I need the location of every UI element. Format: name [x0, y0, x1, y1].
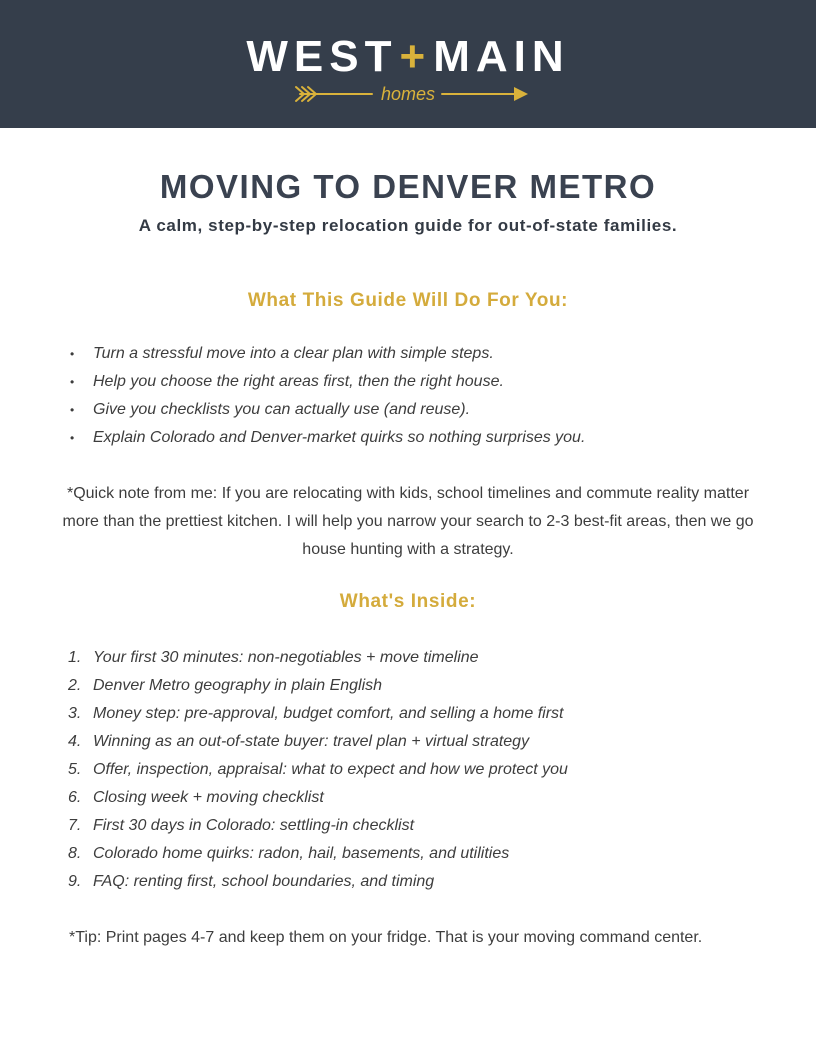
item-text: Denver Metro geography in plain English: [93, 677, 383, 694]
bullet-icon: •: [70, 431, 75, 445]
item-text: FAQ: renting first, school boundaries, and timing: [93, 873, 435, 890]
benefits-heading: What This Guide Will Do For You:: [247, 290, 569, 311]
bullet-icon: •: [70, 347, 75, 361]
list-item: [68, 812, 768, 840]
item-number: 4.: [68, 733, 82, 750]
tip-note: *Tip: Print pages 4-7 and keep them on your fridge. That is your moving command center.: [69, 929, 703, 946]
brand-logo: [0, 32, 816, 82]
list-item: [68, 784, 768, 812]
item-number: 9.: [68, 873, 82, 890]
benefit-text: Explain Colorado and Denver-market quirks so nothing surprises you.: [93, 429, 586, 446]
item-number: 1.: [68, 649, 82, 666]
list-item: [68, 396, 768, 424]
list-item: [68, 700, 768, 728]
benefit-text: Turn a stressful move into a clear plan with simple steps.: [93, 345, 494, 362]
item-number: 7.: [68, 817, 82, 834]
bullet-icon: •: [70, 403, 75, 417]
quick-note: *Quick note from me: If you are relocating with kids, school timelines and commute reality matter more than the prettiest kitchen. I will help you narrow your search to 2-3 best-fit areas, then we go house hunting with a strategy.: [62, 485, 754, 558]
list-item: [68, 840, 768, 868]
list-item: [68, 340, 768, 368]
item-text: Money step: pre-approval, budget comfort, and selling a home first: [93, 705, 564, 722]
item-text: Your first 30 minutes: non-negotiables + move timeline: [93, 649, 479, 666]
item-text: First 30 days in Colorado: settling-in checklist: [93, 817, 415, 834]
item-number: 5.: [68, 761, 82, 778]
list-item: [68, 756, 768, 784]
brand-plus: +: [399, 32, 432, 81]
contents-heading: What's Inside:: [339, 591, 477, 612]
item-number: 8.: [68, 845, 82, 862]
list-item: [68, 424, 768, 452]
list-item: [68, 868, 768, 896]
item-number: 3.: [68, 705, 82, 722]
page-subtitle: A calm, step-by-step relocation guide for out-of-state families.: [138, 216, 678, 235]
item-text: Winning as an out-of-state buyer: travel plan + virtual strategy: [93, 733, 530, 750]
contents-list: [68, 644, 768, 896]
list-item: [68, 728, 768, 756]
item-number: 2.: [68, 677, 82, 694]
page-title: MOVING TO DENVER METRO: [159, 168, 657, 205]
item-text: Offer, inspection, appraisal: what to expect and how we protect you: [93, 761, 568, 778]
benefits-list: [68, 340, 768, 452]
item-text: Closing week + moving checklist: [93, 789, 324, 806]
header-banner: [0, 0, 816, 128]
brand-word-right: MAIN: [433, 32, 570, 81]
brand-sub: homes: [380, 84, 436, 104]
item-number: 6.: [68, 789, 82, 806]
benefit-text: Give you checklists you can actually use (and reuse).: [93, 401, 471, 418]
list-item: [68, 368, 768, 396]
benefit-text: Help you choose the right areas first, then the right house.: [93, 373, 504, 390]
item-text: Colorado home quirks: radon, hail, basements, and utilities: [93, 845, 510, 862]
bullet-icon: •: [70, 375, 75, 389]
arrow-icon: [292, 80, 532, 108]
list-item: [68, 644, 768, 672]
brand-word-left: WEST: [246, 32, 398, 81]
list-item: [68, 672, 768, 700]
